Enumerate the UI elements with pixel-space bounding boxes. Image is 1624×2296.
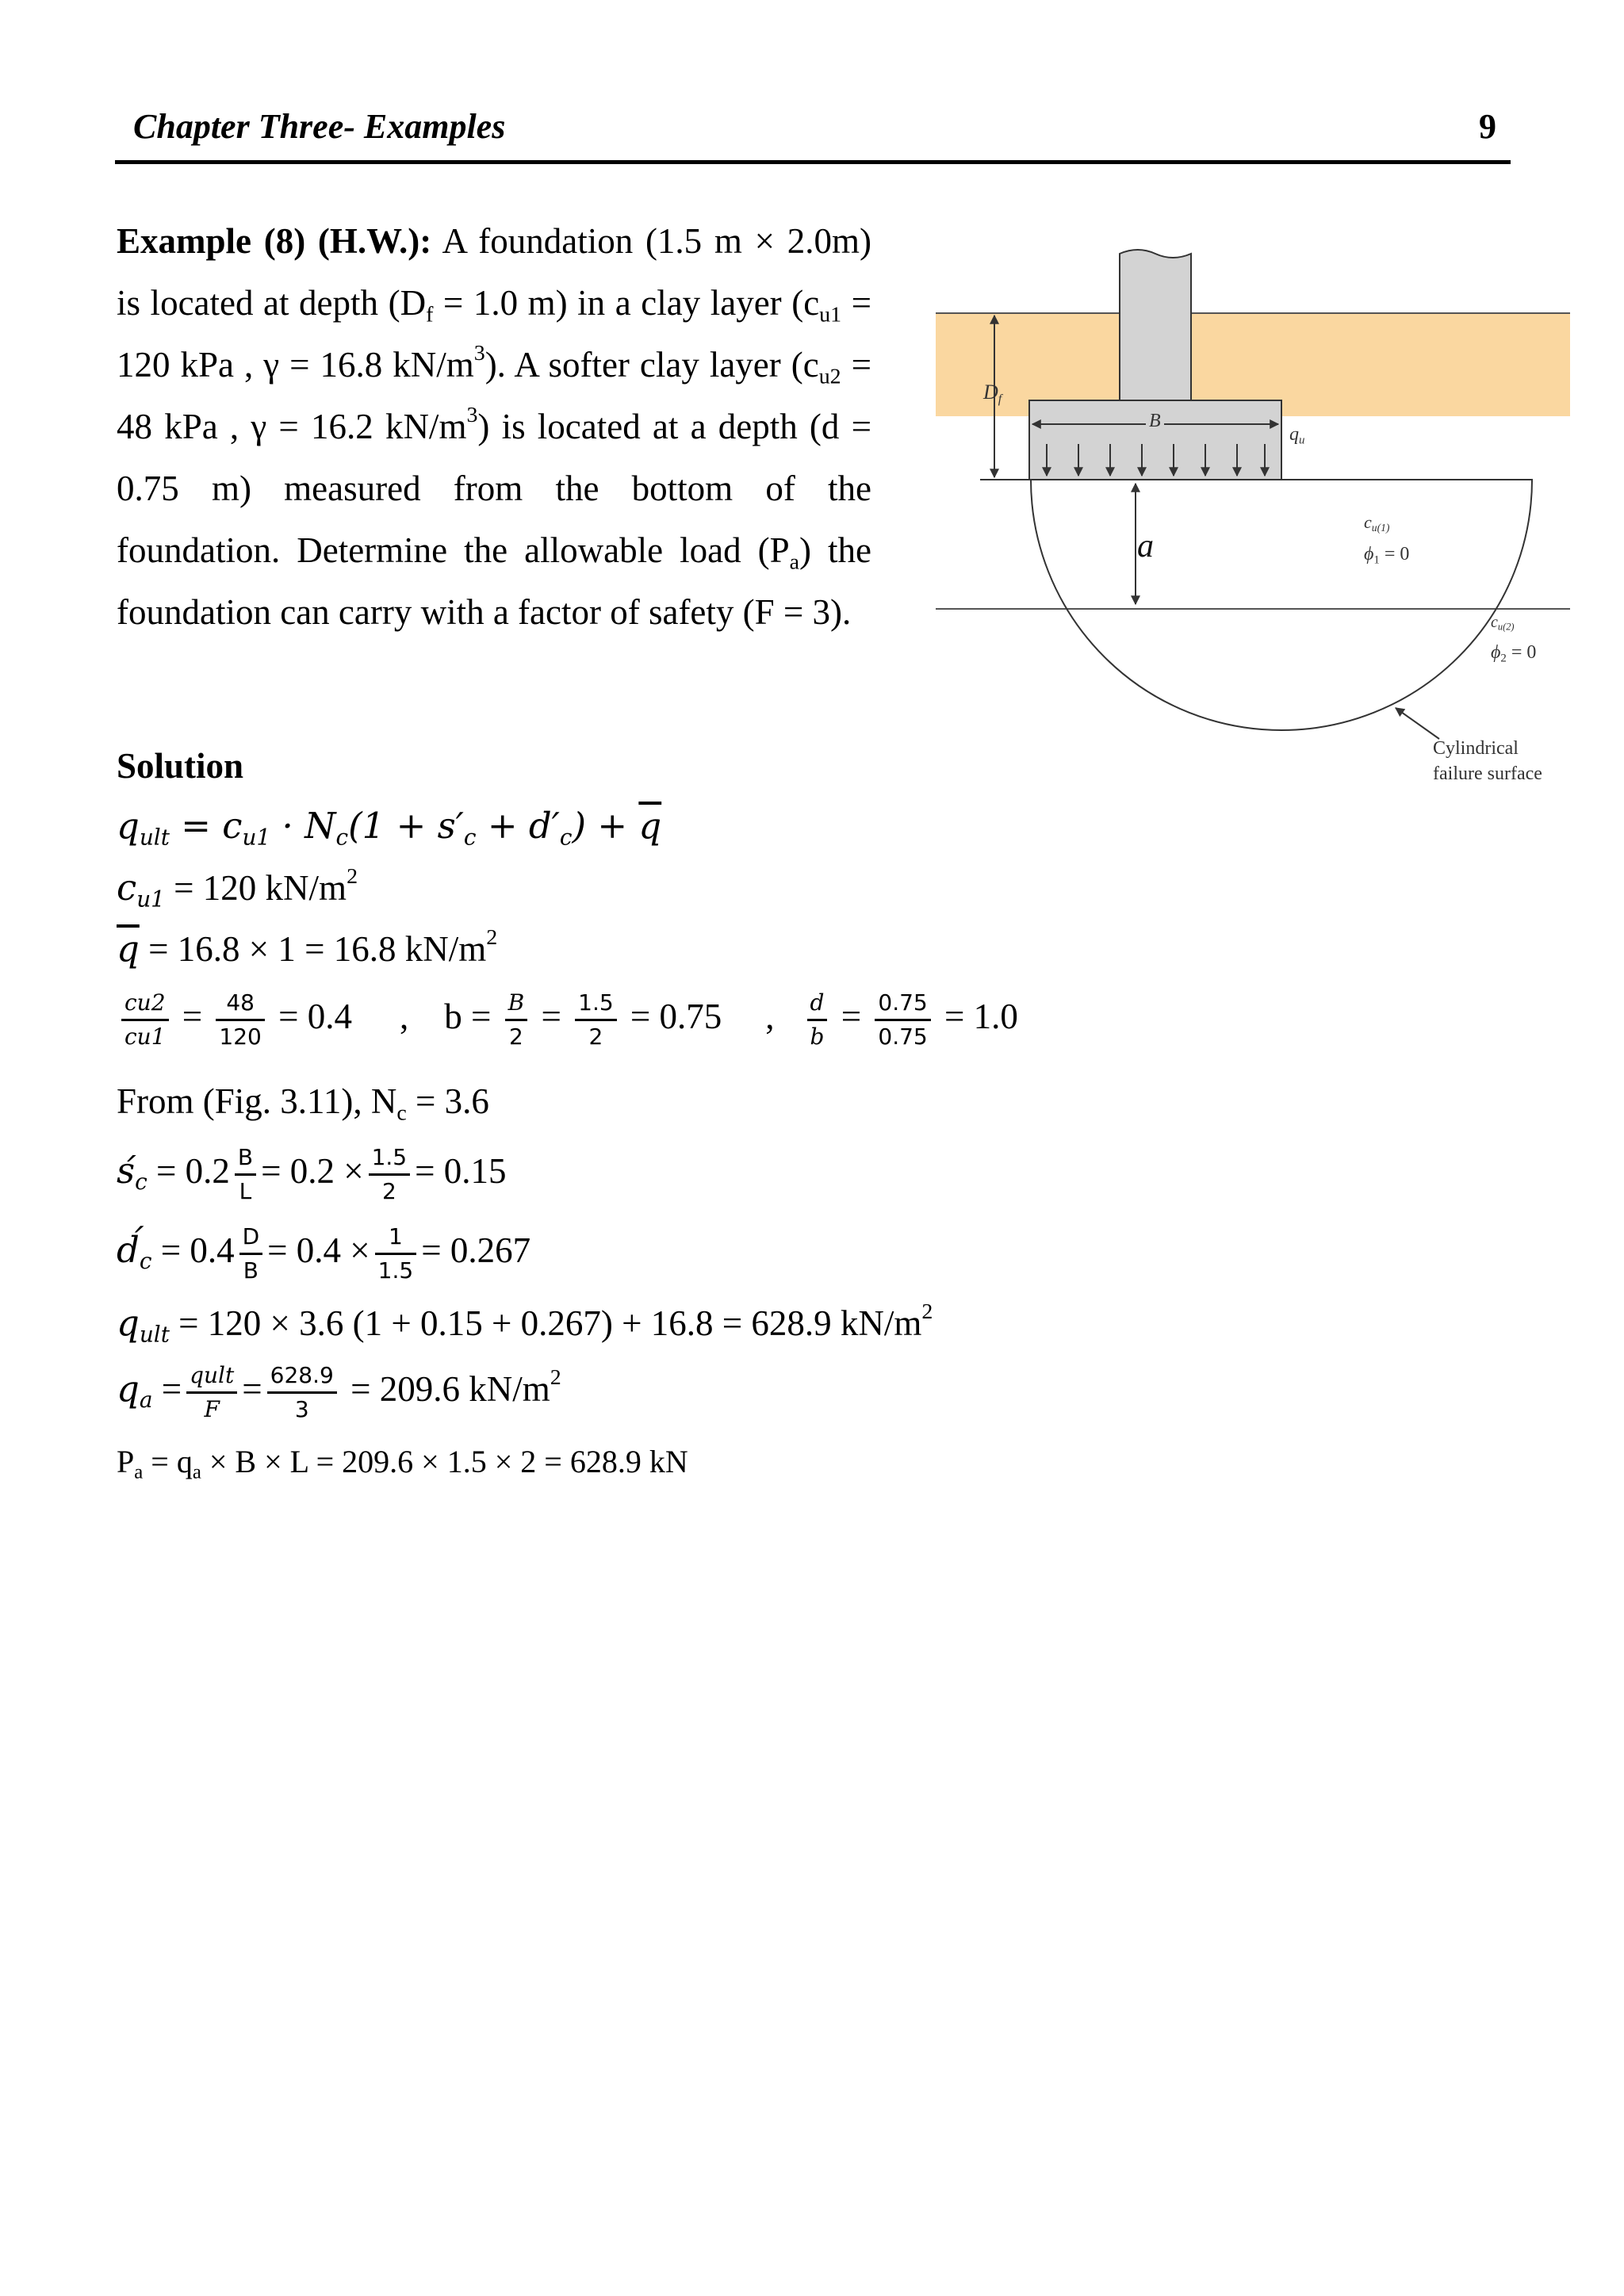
problem-text-5: = 48 kPa , γ = 16.2 kN/m [117,345,871,446]
problem-sup-5: 3 [466,403,478,428]
solution-title: Solution [117,746,244,786]
equation-qa: $q_a$ = $\frac{\text{qult}}{F}$ = $\frac{628.9}{3}$ = 209.6 $kN/m^2$ [117,1360,561,1425]
equation-ratios: $\frac{cu2}{cu1}$ = $\frac{48}{120}$ = 0.4 , b = $\frac{B}{2}$ = $\frac{1.5}{2}$ = 0.75 , $\frac{d}{b}$ = $\frac{0.75}{0.75}$ = 1.0 [117,987,1018,1053]
a-label: a [1137,528,1154,564]
problem-statement [117,210,871,643]
page-header [115,103,1511,164]
phi2-label: $\phi_2 = 0$ [1491,642,1537,665]
equation-qbar: $\overline{q} = 16.8 \times 1 = 16.8$ $kN/m^2$ [117,925,498,970]
df-label: $D_f$ [983,381,1002,406]
problem-sup-3: 3 [473,341,485,366]
problem-sub-1: f [426,302,434,327]
problem-text-1: A foundation (1.5 m × 2.0m) is located at depth (D [117,221,871,323]
problem-sub-4: u2 [818,364,841,389]
cu2-label: $c_{u(2)}$ [1491,614,1515,633]
problem-text-3: = 120 kPa , γ = 16.8 kN/m [117,283,871,385]
b-label: B [1146,411,1164,432]
example-label: Example (8) (H.W.): [117,221,432,261]
equation-cu1: $c_{u1} = 120$ $kN/m^2$ [117,864,358,913]
equation-sc: $ś_c = 0.2$ $\frac{B}{L}$ = 0.2 × $\frac{1.5}{2}$ = 0.15 [117,1142,507,1207]
foundation-figure [936,246,1570,801]
equation-qult-value: $q_{ult} = 120 \times 3.6$ (1 + 0.15 + 0.267) + 16.8 = 628.9 $kN/m^2$ [117,1299,933,1348]
equation-pa: $P_a = q_a \times B \times L = 209.6 \times 1.5 \times 2 = 628.9$ kN [117,1444,688,1483]
equation-nc: From (Fig. 3.11), $N_c = 3.6$ [117,1081,489,1126]
problem-sub-2: u1 [819,302,842,327]
failure-label-arrow [1396,708,1439,739]
cu1-label: $c_{u(1)}$ [1364,512,1390,534]
problem-text-6: ) is located at a depth (d = 0.75 m) measured from the bottom of the foundation. Determine the allowable load (P [117,407,871,570]
phi1-label: $\phi_1 = 0$ [1364,544,1410,567]
page-number: 9 [1479,107,1496,146]
equation-dc: $d́_c = 0.4$ $\frac{D}{B}$ = 0.4 × $\frac{1}{1.5}$ = 0.267 [117,1221,530,1287]
problem-sub-6: a [789,549,800,575]
equation-qult: $q_{ult} = c_{u1} \cdot N_c(1 + s'_c + d'_c) + \overline{q}$ [117,805,662,851]
chapter-title: Chapter Three- Examples [133,107,506,146]
foundation-diagram [936,246,1570,801]
column [1120,250,1191,400]
problem-text-7: ) the foundation can carry with a factor of safety (F = 3). [117,530,871,632]
problem-text-2: = 1.0 m) in a clay layer (c [433,283,820,323]
failure-surface-label: Cylindrical failure surface [1433,738,1542,784]
problem-text-4: ). A softer clay layer (c [485,345,819,385]
failure-surface [1031,480,1532,730]
qu-label: $q_u$ [1289,424,1305,447]
